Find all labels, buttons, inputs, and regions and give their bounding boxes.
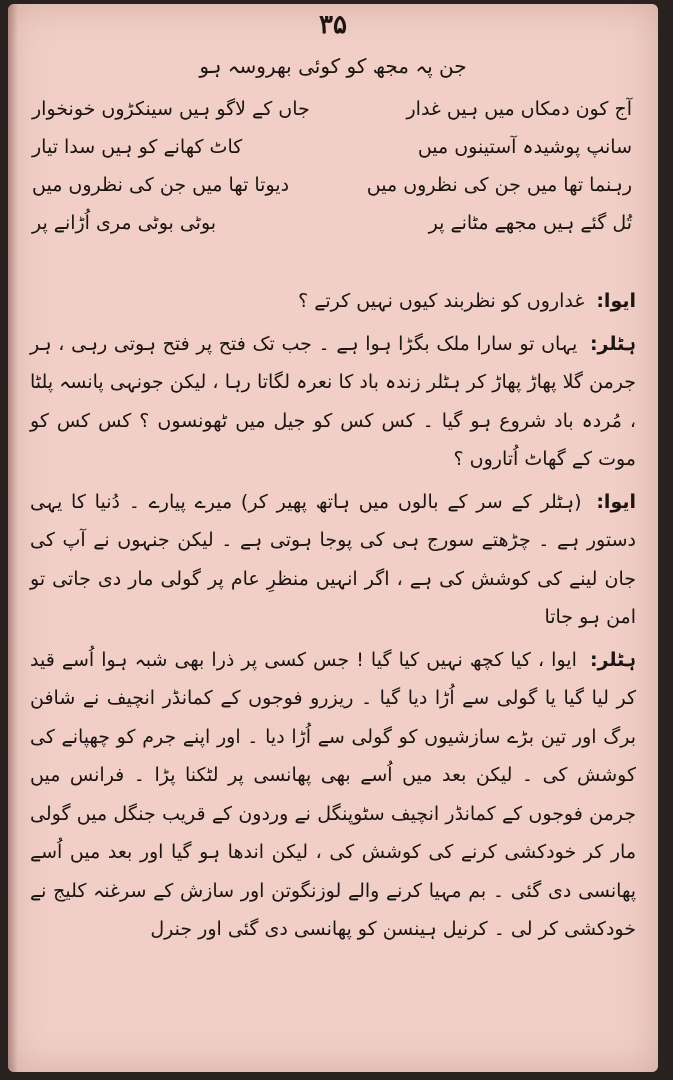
verse-left: جاں کے لاگو ہیں سینکڑوں خونخوار <box>32 98 310 120</box>
dialogue-line <box>30 483 636 637</box>
speaker-label: ایوا: <box>596 490 636 513</box>
dialogue-text: (ہٹلر کے سر کے بالوں میں ہاتھ پھیر کر) میرے پیارے ۔ دُنیا کا یہی دستور ہے ۔ چڑھتے سورج ہی کی پوجا ہوتی ہے ۔ لیکن جنہوں نے آپ کی جان لینے کی کوشش کی ہے ، اگر انہیں منظرِ عام پر گولی مار دی جاتی تو امن ہو جاتا <box>30 490 636 628</box>
speaker-label: ہٹلر: <box>589 648 636 671</box>
verse-left: دیوتا تھا میں جن کی نظروں میں <box>32 174 290 196</box>
verse-left: کاٹ کھانے کو ہیں سدا تیار <box>32 136 243 158</box>
dialogue-line <box>30 282 636 321</box>
poem-title: جن پہ مجھ کو کوئی بھروسہ ہو <box>199 54 467 78</box>
verse-left: بوٹی بوٹی مری اُڑانے پر <box>32 212 217 234</box>
couplet <box>32 166 632 204</box>
dialogue-text: یہاں تو سارا ملک بگڑا ہوا ہے ۔ جب تک فتح پر فتح ہوتی رہی ، ہر جرمن گلا پھاڑ پھاڑ کر ہٹلر زندہ باد کا نعرہ لگاتا رہا ، لیکن جونہی پانسہ پلٹا ، مُردہ باد شروع ہو گیا ۔ کس کس کو جیل میں ٹھونسوں ؟ کس کس کو موت کے گھاٹ اُتاروں ؟ <box>30 332 636 470</box>
speaker-label: ایوا: <box>596 290 636 312</box>
book-page <box>8 4 658 1072</box>
page-edge-shadow <box>8 4 18 1072</box>
verse-right: تُل گئے ہیں مجھے مٹانے پر <box>428 212 632 234</box>
couplet <box>32 128 632 166</box>
verse-right: آج کون دمکاں میں ہیں غدار <box>406 98 632 120</box>
couplet <box>32 204 632 242</box>
verse-right: رہنما تھا میں جن کی نظروں میں <box>366 174 632 196</box>
speaker-label: ہٹلر: <box>589 332 636 355</box>
dialogue-line <box>30 641 636 949</box>
dialogue <box>30 282 636 953</box>
page-number: ۳۵ <box>319 10 347 40</box>
dialogue-text: غداروں کو نظربند کیوں نہیں کرتے ؟ <box>298 290 585 312</box>
dialogue-line <box>30 325 636 479</box>
verse-right: سانپ پوشیدہ آستینوں میں <box>417 136 632 158</box>
dialogue-text: ایوا ، کیا کچھ نہیں کیا گیا ! جس کسی پر ذرا بھی شبہ ہوا اُسے قید کر لیا گیا یا گولی سے اُڑا دیا گیا ۔ ریزرو فوجوں کے کمانڈر انچیف نے شافن برگ اور تین بڑے سازشیوں کو گولی سے اُڑا دیا ۔ اور اپنے جرم کو چھپانے کی کوشش کی ۔ لیکن بعد میں اُسے بھی پھانسی پر لٹکنا پڑا ۔ فرانس میں جرمن فوجوں کے کمانڈر انچیف سٹوپنگل نے وردون کے قریب جنگل میں گولی مار کر خودکشی کرنے کی کوشش کی ، لیکن اندھا ہو گیا اور بعد میں اُسے پھانسی دی گئی ۔ بم مہیا کرنے والے لوزنگوتن اور سازش کے سرغنہ کلیج نے خودکشی کر لی ۔ کرنیل ہینسن کو پھانسی دی گئی اور جنرل <box>30 648 636 940</box>
couplet <box>32 90 632 128</box>
poem <box>32 90 632 242</box>
